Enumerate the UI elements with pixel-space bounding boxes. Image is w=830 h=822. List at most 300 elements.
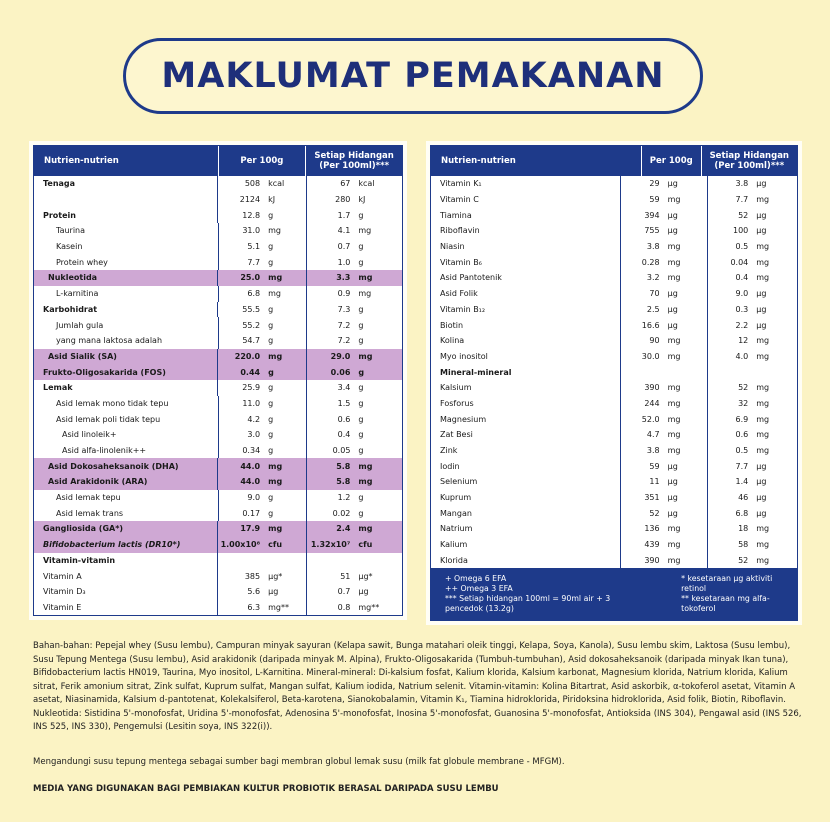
nutrition-table-left — [33, 145, 403, 616]
serving-unit: mg — [358, 351, 373, 361]
mfgm-note: Mengandungi susu tepung mentega sebagai sumber bagi membran globul lemak susu (milk fat globule membrane - MFGM). — [33, 757, 565, 767]
per100-unit: mg — [667, 242, 681, 252]
table-row — [431, 396, 797, 412]
table-row — [431, 553, 797, 569]
probiotic-media-note: MEDIA YANG DIGUNAKAN BAGI PEMBIAKAN KULTUR PROBIOTIK BERASAL DARIPADA SUSU LEMBU — [33, 784, 499, 794]
nutrient-name: yang mana laktosa adalah — [56, 336, 163, 346]
column-divider — [306, 553, 307, 569]
table-row — [431, 474, 797, 490]
title-banner — [123, 38, 703, 114]
per100-value: 55.5 — [242, 304, 261, 314]
header-nutrients: Nutrien-nutrien — [431, 146, 642, 176]
nutrient-name: Niasin — [440, 242, 465, 252]
table-row — [431, 443, 797, 459]
serving-unit: mg — [756, 414, 770, 424]
table-row — [431, 349, 797, 365]
per100-value: 12.8 — [242, 210, 261, 220]
table-row — [34, 553, 402, 569]
per100-unit: g — [268, 257, 274, 267]
serving-unit: mg — [358, 524, 373, 534]
header-per-serving: Setiap Hidangan (Per 100ml)*** — [709, 151, 789, 171]
serving-value: 46 — [738, 493, 749, 503]
nutrient-name: Asid Dokosaheksanoik (DHA) — [48, 461, 179, 471]
serving-value: 0.8 — [337, 602, 351, 612]
table-row — [34, 568, 402, 584]
per100-unit: g — [268, 493, 274, 503]
per100-value: 439 — [644, 540, 660, 550]
ingredients-text: Bahan-bahan: Pepejal whey (Susu lembu), Campuran minyak sayuran (Kelapa sawit, Bunga matahari oleik tinggi, Kelapa, Soya, Kanola), Susu lembu skim, Laktosa (Susu lembu), Susu Tepung Mentega (Susu lembu), Asid arakidonik (daripada minyak M. Alpina), Frukto-Oligosakarida (Tumbuh-tumbuhan), Asid dokosaheksanoik (daripada minyak Ikan tuna), Bifidobacterium lactis HN019, Taurina, Myo inositol, L-Karnitina. Mineral-mineral: Di-kalsium fosfat, Kalium klorida, Kalsium karbonat, Magnesium klorida, Natrium klorida, Kalium sitrat, Ferik amonium sitrat, Zink sulfat, Kuprum sulfat, Mangan sulfat, Kalium iodida, Natrium selenit. Vitamin-vitamin: Kolina Bitartrat, Asid askorbik, α-tokoferol asetat, Vitamin A asetat, Niasinamida, Kalsium d-pantotenat, Kolekalsiferol, Beta-karotena, Sianokobalamin, Vitamin K₁, Tiamina hidroklorida, Piridoksina hidroklorida, Asid folik, Biotin, Riboflavin. Nukleotida: Sistidina 5'-monofosfat, Uridina 5'-monofosfat, Adenosina 5'-monofosfat, Inosina 5'-monofosfat, Guanosina 5'-monofosfat, Antioksida (INS 304), Pengawal asid (INS 526, INS 525, INS 330), Pengemulsi (Lesitin soya, INS 322(i)). — [33, 641, 802, 732]
serving-value: 3.8 — [735, 179, 749, 189]
per100-value: 3.8 — [646, 242, 660, 252]
nutrient-name: Mangan — [440, 508, 472, 518]
serving-value: 29.0 — [330, 351, 351, 361]
per100-unit: µg* — [268, 571, 283, 581]
serving-unit: g — [358, 383, 364, 393]
serving-unit: g — [358, 493, 364, 503]
serving-value: 52 — [738, 383, 749, 393]
serving-value: 5.8 — [336, 461, 351, 471]
serving-value: 5.8 — [336, 477, 351, 487]
per100-unit: µg — [667, 477, 678, 487]
per100-unit: mg — [667, 555, 681, 565]
per100-value: 4.2 — [247, 414, 261, 424]
nutrient-name: Vitamin C — [440, 195, 479, 205]
per100-value: 4.7 — [646, 430, 660, 440]
nutrient-name: Asid lemak trans — [56, 508, 124, 518]
serving-unit: g — [358, 304, 364, 314]
serving-value: 0.4 — [735, 273, 749, 283]
per100-value: 5.1 — [247, 242, 261, 252]
serving-value: 7.2 — [337, 336, 351, 346]
nutrient-name: Vitamin B₆ — [440, 257, 482, 267]
serving-value: 9.0 — [735, 289, 749, 299]
per100-unit: g — [268, 383, 274, 393]
per100-value: 44.0 — [240, 477, 261, 487]
serving-unit: g — [358, 210, 364, 220]
footnote: ** kesetaraan mg alfa-tokoferol — [681, 594, 770, 614]
per100-value: 390 — [644, 383, 660, 393]
serving-value: 6.8 — [735, 508, 749, 518]
serving-unit: g — [358, 320, 364, 330]
serving-unit: mg — [756, 555, 770, 565]
per100-unit: mg — [667, 540, 681, 550]
per100-value: 394 — [644, 210, 660, 220]
table-row — [34, 239, 402, 255]
per100-unit: mg — [268, 226, 282, 236]
serving-unit: g — [358, 242, 364, 252]
nutrient-name: Vitamin D₃ — [43, 587, 86, 597]
per100-value: 2.5 — [646, 304, 660, 314]
serving-unit: g — [358, 430, 364, 440]
per100-unit: g — [268, 210, 274, 220]
table-row — [34, 207, 402, 223]
serving-value: 0.04 — [730, 257, 749, 267]
per100-unit: mg — [667, 414, 681, 424]
serving-unit: mg — [756, 430, 770, 440]
serving-value: 0.3 — [735, 304, 749, 314]
nutrient-name: Asid lemak tepu — [56, 493, 121, 503]
table-row — [431, 239, 797, 255]
serving-unit: g — [358, 446, 364, 456]
nutrient-name: Mineral-mineral — [440, 367, 512, 377]
per100-unit: µg — [268, 587, 279, 597]
table-row — [431, 380, 797, 396]
serving-unit: kJ — [358, 195, 366, 205]
serving-value: 1.5 — [337, 398, 351, 408]
nutrient-name: Biotin — [440, 320, 464, 330]
nutrient-name: Nukleotida — [48, 273, 98, 283]
per100-value: 136 — [644, 524, 660, 534]
per100-unit: mg — [667, 398, 681, 408]
per100-value: 31.0 — [242, 226, 261, 236]
nutrition-table-right — [430, 145, 798, 621]
table-row — [431, 254, 797, 270]
serving-unit: mg — [756, 398, 770, 408]
footnote: ++ Omega 3 EFA — [445, 584, 513, 594]
per100-value: 3.8 — [646, 446, 660, 456]
per100-value: 59 — [649, 461, 660, 471]
per100-value: 30.0 — [641, 351, 660, 361]
serving-value: 0.02 — [332, 508, 351, 518]
per100-unit: g — [268, 336, 274, 346]
serving-value: 6.9 — [735, 414, 749, 424]
table-row — [34, 302, 402, 318]
nutrient-name: Asid Sialik (SA) — [48, 351, 117, 361]
table-row — [431, 490, 797, 506]
table-row — [34, 537, 402, 553]
per100-unit: g — [268, 242, 274, 252]
per100-unit: mg — [667, 273, 681, 283]
table-row — [34, 333, 402, 349]
nutrient-name: Taurina — [56, 226, 86, 236]
serving-value: 7.7 — [735, 195, 749, 205]
table-row — [34, 380, 402, 396]
serving-unit: g — [358, 257, 364, 267]
serving-value: 2.4 — [336, 524, 351, 534]
nutrient-name: Kasein — [56, 242, 83, 252]
per100-unit: mg — [268, 351, 283, 361]
serving-value: 0.5 — [735, 446, 749, 456]
per100-unit: mg — [268, 461, 283, 471]
nutrient-name: Tiamina — [440, 210, 472, 220]
serving-unit: mg — [756, 195, 770, 205]
table-row — [34, 505, 402, 521]
header-per-serving: Setiap Hidangan (Per 100ml)*** — [314, 151, 394, 171]
per100-value: 16.6 — [641, 320, 660, 330]
per100-unit: mg — [667, 524, 681, 534]
per100-unit: µg — [667, 226, 678, 236]
serving-unit: mg — [756, 524, 770, 534]
footnote: *** Setiap hidangan 100ml = 90ml air + 3 pencedok (13.2g) — [445, 594, 611, 614]
per100-unit: mg — [667, 430, 681, 440]
table-row — [34, 317, 402, 333]
per100-unit: cfu — [268, 540, 283, 550]
table-row — [34, 411, 402, 427]
serving-unit: mg — [756, 383, 770, 393]
serving-unit: µg — [358, 587, 369, 597]
nutrient-name: Zat Besi — [440, 430, 473, 440]
serving-unit: mg — [756, 336, 770, 346]
per100-value: 44.0 — [240, 461, 261, 471]
per100-value: 29 — [649, 179, 660, 189]
serving-value: 67 — [340, 179, 351, 189]
page-title: MAKLUMAT PEMAKANAN — [161, 56, 665, 96]
serving-unit: mg — [358, 273, 373, 283]
serving-value: 0.9 — [337, 289, 351, 299]
table-body — [431, 176, 797, 568]
table-row — [34, 474, 402, 490]
nutrient-name: Asid Arakidonik (ARA) — [48, 477, 148, 487]
nutrient-name: Vitamin K₁ — [440, 179, 482, 189]
header-per100g: Per 100g — [642, 146, 702, 176]
nutrient-name: Vitamin A — [43, 571, 82, 581]
serving-value: 280 — [335, 195, 351, 205]
serving-unit: cfu — [358, 540, 373, 550]
nutrient-name: Asid lemak poli tidak tepu — [56, 414, 161, 424]
per100-unit: µg — [667, 320, 678, 330]
per100-value: 52.0 — [641, 414, 660, 424]
serving-value: 0.4 — [337, 430, 351, 440]
serving-value: 1.0 — [337, 257, 351, 267]
table-row — [431, 192, 797, 208]
per100-unit: µg — [667, 304, 678, 314]
table-header — [34, 146, 402, 176]
per100-unit: mg — [667, 351, 681, 361]
per100-unit: g — [268, 304, 274, 314]
per100-unit: kcal — [268, 179, 285, 189]
serving-unit: µg — [756, 289, 767, 299]
serving-unit: mg — [358, 477, 373, 487]
per100-unit: µg — [667, 461, 678, 471]
serving-unit: g — [358, 414, 364, 424]
per100-value: 3.0 — [247, 430, 261, 440]
nutrient-name: Klorida — [440, 555, 468, 565]
nutrient-name: Natrium — [440, 524, 473, 534]
per100-value: 244 — [644, 398, 660, 408]
serving-value: 32 — [738, 398, 749, 408]
table-footnotes — [431, 568, 797, 620]
nutrient-name: Vitamin E — [43, 602, 82, 612]
table-row — [431, 537, 797, 553]
nutrient-name: Asid Pantotenik — [440, 273, 502, 283]
nutrient-name: Jumlah gula — [56, 320, 104, 330]
per100-value: 70 — [649, 289, 660, 299]
per100-value: 11.0 — [242, 398, 261, 408]
nutrient-name: Kalium — [440, 540, 468, 550]
table-row — [431, 302, 797, 318]
nutrient-name: Magnesium — [440, 414, 487, 424]
table-row — [431, 223, 797, 239]
serving-value: 0.5 — [735, 242, 749, 252]
serving-unit: mg — [358, 461, 373, 471]
table-row — [34, 254, 402, 270]
serving-value: 1.7 — [337, 210, 351, 220]
per100-value: 11 — [649, 477, 660, 487]
nutrient-name: Myo inositol — [440, 351, 488, 361]
per100-unit: g — [268, 508, 274, 518]
serving-unit: µg — [756, 477, 767, 487]
per100-value: 220.0 — [234, 351, 261, 361]
per100-value: 2124 — [239, 195, 261, 205]
header-per100g: Per 100g — [219, 146, 307, 176]
serving-unit: kcal — [358, 179, 375, 189]
table-row — [431, 270, 797, 286]
serving-unit: mg — [756, 257, 770, 267]
per100-value: 0.34 — [242, 446, 261, 456]
serving-value: 52 — [738, 555, 749, 565]
table-row — [431, 411, 797, 427]
per100-value: 755 — [644, 226, 660, 236]
serving-value: 0.7 — [337, 242, 351, 252]
serving-unit: mg — [756, 242, 770, 252]
per100-unit: mg — [667, 383, 681, 393]
table-row — [34, 427, 402, 443]
serving-unit: mg — [756, 540, 770, 550]
nutrient-name: Lemak — [43, 383, 73, 393]
per100-unit: mg** — [268, 602, 289, 612]
serving-value: 1.32x10⁷ — [310, 540, 351, 550]
per100-unit: µg — [667, 289, 678, 299]
per100-unit: mg — [667, 336, 681, 346]
serving-unit: mg** — [358, 602, 380, 612]
per100-value: 54.7 — [242, 336, 261, 346]
per100-value: 17.9 — [240, 524, 261, 534]
nutrient-name: Asid Folik — [440, 289, 478, 299]
table-row — [34, 223, 402, 239]
per100-unit: mg — [667, 257, 681, 267]
table-row — [34, 270, 402, 286]
serving-value: 52 — [738, 210, 749, 220]
table-row — [34, 490, 402, 506]
nutrient-name: Frukto-Oligosakarida (FOS) — [43, 367, 166, 377]
serving-value: 58 — [738, 540, 749, 550]
serving-unit: µg — [756, 508, 767, 518]
per100-value: 0.44 — [240, 367, 261, 377]
nutrient-name: Zink — [440, 446, 458, 456]
nutrient-name: Asid lemak mono tidak tepu — [56, 398, 169, 408]
per100-unit: g — [268, 414, 274, 424]
per100-unit: mg — [268, 289, 282, 299]
per100-value: 59 — [649, 195, 660, 205]
table-row — [431, 333, 797, 349]
per100-value: 3.2 — [646, 273, 660, 283]
serving-value: 3.4 — [337, 383, 351, 393]
table-row — [431, 286, 797, 302]
nutrient-name: L-karnitina — [56, 289, 99, 299]
table-row — [34, 584, 402, 600]
serving-value: 1.4 — [735, 477, 749, 487]
serving-unit: g — [358, 398, 364, 408]
table-row — [34, 349, 402, 365]
nutrient-name: Kalsium — [440, 383, 472, 393]
per100-unit: µg — [667, 179, 678, 189]
serving-unit: µg — [756, 461, 767, 471]
serving-unit: mg — [756, 446, 770, 456]
table-row — [34, 192, 402, 208]
per100-unit: g — [268, 430, 274, 440]
per100-value: 385 — [244, 571, 261, 581]
nutrient-name: Selenium — [440, 477, 478, 487]
table-row — [431, 207, 797, 223]
per100-unit: mg — [667, 446, 681, 456]
per100-value: 351 — [644, 493, 660, 503]
column-divider — [217, 553, 218, 569]
per100-unit: g — [268, 320, 274, 330]
serving-unit: mg — [756, 351, 770, 361]
table-header — [431, 146, 797, 176]
table-row — [34, 521, 402, 537]
table-row — [34, 600, 402, 616]
serving-value: 12 — [738, 336, 749, 346]
serving-value: 7.3 — [337, 304, 351, 314]
nutrient-name: Vitamin-vitamin — [43, 555, 116, 565]
per100-unit: g — [268, 367, 274, 377]
header-nutrients: Nutrien-nutrien — [34, 146, 219, 176]
serving-value: 4.1 — [337, 226, 351, 236]
nutrient-name: Protein whey — [56, 257, 108, 267]
per100-value: 90 — [649, 336, 660, 346]
per100-unit: mg — [268, 273, 283, 283]
nutrient-name: Protein — [43, 210, 76, 220]
per100-value: 9.0 — [247, 493, 261, 503]
table-row — [34, 458, 402, 474]
nutrient-name: Asid linoleik+ — [62, 430, 117, 440]
table-row — [34, 286, 402, 302]
serving-value: 0.6 — [735, 430, 749, 440]
nutrient-name: Asid alfa-linolenik++ — [62, 446, 147, 456]
table-row — [431, 364, 797, 380]
serving-unit: µg* — [358, 571, 373, 581]
footnote: + Omega 6 EFA — [445, 574, 507, 584]
nutrient-name: Bifidobacterium lactis (DR10*) — [43, 540, 181, 550]
serving-value: 3.3 — [336, 273, 351, 283]
per100-unit: g — [268, 446, 274, 456]
serving-value: 4.0 — [735, 351, 749, 361]
serving-value: 2.2 — [735, 320, 749, 330]
table-row — [431, 458, 797, 474]
per100-value: 6.3 — [247, 602, 261, 612]
table-row — [431, 427, 797, 443]
serving-unit: µg — [756, 179, 767, 189]
per100-unit: mg — [667, 195, 681, 205]
per100-value: 390 — [644, 555, 660, 565]
per100-value: 5.6 — [247, 587, 261, 597]
nutrient-name: Iodin — [440, 461, 460, 471]
table-row — [34, 396, 402, 412]
serving-unit: µg — [756, 304, 767, 314]
nutrient-name: Vitamin B₁₂ — [440, 304, 486, 314]
per100-unit: g — [268, 398, 274, 408]
table-body — [34, 176, 402, 615]
serving-value: 0.05 — [332, 446, 351, 456]
serving-unit: g — [358, 367, 365, 377]
serving-unit: µg — [756, 493, 767, 503]
nutrient-name: Gangliosida (GA*) — [43, 524, 124, 534]
serving-value: 1.2 — [337, 493, 351, 503]
per100-unit: µg — [667, 210, 678, 220]
serving-value: 0.7 — [337, 587, 351, 597]
table-row — [431, 521, 797, 537]
nutrient-name: Tenaga — [43, 179, 76, 189]
column-divider — [707, 364, 708, 380]
serving-unit: mg — [358, 226, 372, 236]
per100-unit: kJ — [268, 195, 276, 205]
serving-value: 0.6 — [337, 414, 351, 424]
serving-value: 0.06 — [330, 367, 351, 377]
serving-unit: µg — [756, 210, 767, 220]
per100-unit: µg — [667, 508, 678, 518]
nutrient-name: Riboflavin — [440, 226, 480, 236]
